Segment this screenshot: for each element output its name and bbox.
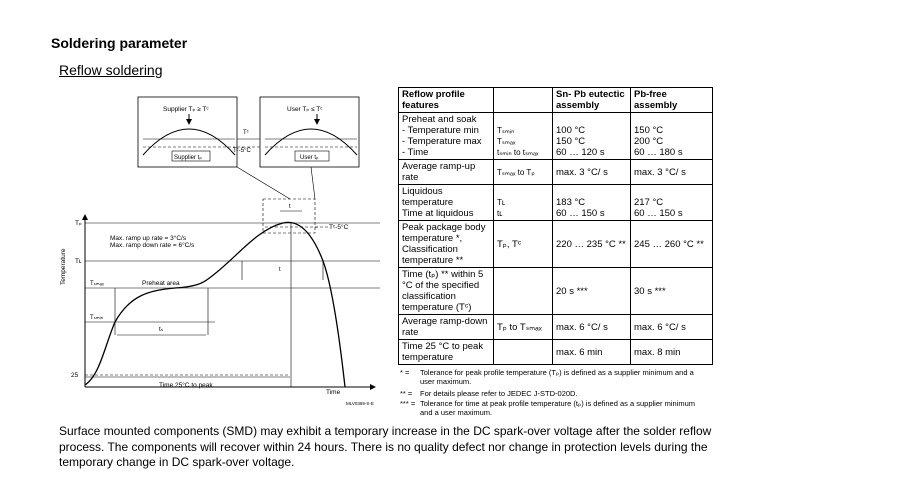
figure-code: MLV0369-S-E bbox=[346, 401, 374, 406]
row-symbol: Tₚ, Tᶜ bbox=[494, 221, 553, 268]
row-symbol: Tₛₘᵢₙ Tₛₘₐₓ tₛₘᵢₙ to tₛₘₐₓ bbox=[494, 113, 553, 160]
footnote-text: For details please refer to JEDEC J-STD-020D. bbox=[420, 389, 578, 398]
row-pbfree: max. 8 min bbox=[631, 340, 713, 365]
footnote bbox=[400, 400, 700, 417]
y-axis-label: Temperature bbox=[60, 248, 67, 285]
row-pbfree: max. 3 °C/ s bbox=[631, 160, 713, 185]
footnote bbox=[400, 390, 700, 399]
inset-tc5-label: Tᶜ-5°C bbox=[233, 148, 251, 154]
reflow-profile-diagram bbox=[55, 95, 390, 410]
row-feature: Average ramp-up rate bbox=[399, 160, 494, 185]
table-row bbox=[399, 185, 713, 221]
row-snpb: 20 s *** bbox=[553, 268, 631, 315]
x-axis-label: Time bbox=[326, 389, 341, 396]
section-heading: Soldering parameter bbox=[51, 35, 188, 51]
footnote-key: ** = bbox=[400, 389, 413, 398]
user-inset-label: User Tₚ ≤ Tᶜ bbox=[287, 106, 323, 113]
table-row bbox=[399, 315, 713, 340]
ramp-down-label: Max. ramp down rate = 6°C/s bbox=[110, 242, 195, 249]
ramp-up-label: Max. ramp up rate = 3°C/s bbox=[110, 235, 187, 242]
row-feature: Time 25 °C to peak temperature bbox=[399, 340, 494, 365]
row-feature: Liquidous temperature Time at liquidous bbox=[399, 185, 494, 221]
footnote-text: Tolerance for peak profile temperature (Tₚ) is defined as a supplier minimum and a user maximum. bbox=[420, 368, 694, 386]
header-features: Reflow profile features bbox=[399, 88, 494, 113]
tp-time-label: t bbox=[289, 204, 291, 210]
row-symbol: Tʟ tʟ bbox=[494, 185, 553, 221]
row-feature: Preheat and soak - Temperature min - Temperature max - Time bbox=[399, 113, 494, 160]
header-snpb: Sn- Pb eutectic assembly bbox=[553, 88, 631, 113]
tl-axis-label: Tʟ bbox=[75, 258, 82, 265]
row-snpb: max. 6 min bbox=[553, 340, 631, 365]
row-pbfree: max. 6 °C/ s bbox=[631, 315, 713, 340]
tsmax-label: Tₛₘₐₓ bbox=[90, 281, 104, 287]
row-snpb: max. 6 °C/ s bbox=[553, 315, 631, 340]
header-pbfree: Pb-free assembly bbox=[631, 88, 713, 113]
time-to-peak-label: Time 25°C to peak bbox=[159, 382, 213, 389]
row-symbol bbox=[494, 340, 553, 365]
row-symbol: Tₚ to Tₛₘₐₓ bbox=[494, 315, 553, 340]
table-row bbox=[399, 113, 713, 160]
row-snpb: max. 3 °C/ s bbox=[553, 160, 631, 185]
row-feature: Time (tₚ) ** within 5 °C of the specified classification temperature (Tᶜ) bbox=[399, 268, 494, 315]
reflow-profile-table bbox=[398, 87, 713, 365]
tp-axis-label: Tₚ bbox=[75, 220, 82, 227]
tl-time-label: t bbox=[279, 267, 281, 273]
tc5-main-label: Tᶜ-5°C bbox=[329, 224, 349, 231]
row-feature: Average ramp-down rate bbox=[399, 315, 494, 340]
footnote bbox=[400, 369, 700, 386]
supplier-inset-label: Supplier Tₚ ≥ Tᶜ bbox=[163, 106, 209, 113]
row-feature: Peak package body temperature *, Classification temperature ** bbox=[399, 221, 494, 268]
footnote-key: * = bbox=[400, 368, 410, 377]
row-pbfree: 217 °C 60 … 150 s bbox=[631, 185, 713, 221]
supplier-tp-label: Supplier tₚ bbox=[174, 155, 202, 161]
table-row bbox=[399, 268, 713, 315]
ts-label: tₛ bbox=[159, 326, 164, 333]
table-row bbox=[399, 221, 713, 268]
header-symbol bbox=[494, 88, 553, 113]
row-symbol bbox=[494, 268, 553, 315]
footnote-text: Tolerance for time at peak profile temperature (tₚ) is defined as a supplier minimum and a user maximum. bbox=[420, 399, 695, 417]
temp25-label: 25 bbox=[71, 372, 79, 379]
row-snpb: 183 °C 60 … 150 s bbox=[553, 185, 631, 221]
preheat-label: Preheat area bbox=[142, 280, 180, 287]
subsection-heading: Reflow soldering bbox=[59, 62, 163, 78]
row-pbfree: 245 … 260 °C ** bbox=[631, 221, 713, 268]
table-header-row bbox=[399, 88, 713, 113]
row-snpb: 220 … 235 °C ** bbox=[553, 221, 631, 268]
footnote-key: *** = bbox=[400, 399, 416, 408]
row-snpb: 100 °C 150 °C 60 … 120 s bbox=[553, 113, 631, 160]
table-row bbox=[399, 340, 713, 365]
row-symbol: Tₛₘₐₓ to Tₚ bbox=[494, 160, 553, 185]
row-pbfree: 150 °C 200 °C 60 … 180 s bbox=[631, 113, 713, 160]
inset-tc-label: Tᶜ bbox=[243, 130, 249, 136]
row-pbfree: 30 s *** bbox=[631, 268, 713, 315]
table-row bbox=[399, 160, 713, 185]
smd-note-paragraph: Surface mounted components (SMD) may exhibit a temporary increase in the DC spark-over voltage after the solder reflow process. The components will recover within 24 hours. There is no quality defect nor change in protection levels during the temporary change in DC spark-over voltage. bbox=[59, 424, 712, 469]
user-tp-label: User tₚ bbox=[300, 155, 319, 161]
tsmin-label: Tₛₘᵢₙ bbox=[90, 315, 103, 321]
